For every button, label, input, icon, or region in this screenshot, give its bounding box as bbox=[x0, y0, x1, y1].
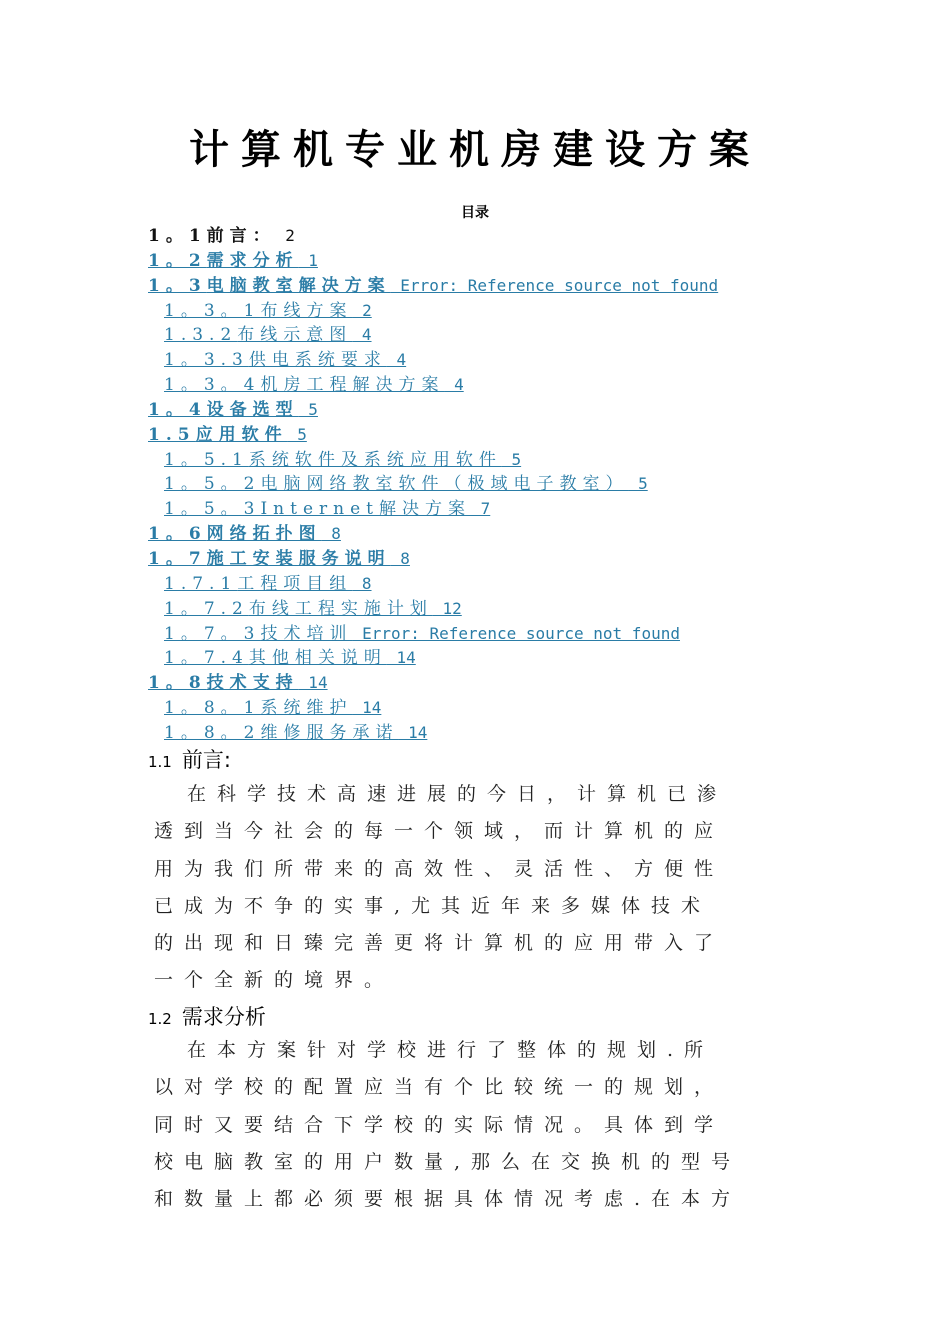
table-of-contents bbox=[148, 224, 828, 746]
toc-entry[interactable] bbox=[148, 522, 828, 547]
toc-entry[interactable] bbox=[148, 671, 828, 696]
toc-page-number: 14 bbox=[298, 673, 328, 693]
toc-entry[interactable] bbox=[148, 622, 828, 647]
toc-entry[interactable] bbox=[148, 597, 828, 622]
toc-entry[interactable] bbox=[148, 472, 828, 497]
toc-page-number: Error: Reference source not found bbox=[352, 623, 680, 643]
paragraph-line: 在科学技术高速进展的今日，计算机已渗 bbox=[187, 783, 728, 805]
toc-label: 网络拓扑图 bbox=[206, 524, 322, 545]
toc-number: 1。7 bbox=[148, 548, 207, 569]
toc-number: 1.3.2 bbox=[164, 325, 238, 346]
toc-entry[interactable] bbox=[148, 448, 828, 473]
toc-page-number: 8 bbox=[390, 548, 410, 568]
toc-number: 1。5.1 bbox=[164, 449, 249, 470]
toc-label: 需求分析 bbox=[206, 250, 299, 271]
toc-label: 系统软件及系统应用软件 bbox=[248, 449, 502, 470]
section-title: 需求分析 bbox=[181, 1005, 266, 1029]
toc-page-number: 8 bbox=[321, 524, 341, 544]
toc-number: 1。1 bbox=[148, 226, 207, 246]
toc-entry[interactable] bbox=[148, 299, 828, 324]
toc-label: 前言： bbox=[206, 226, 276, 246]
toc-entry[interactable] bbox=[148, 547, 828, 572]
toc-link[interactable] bbox=[164, 325, 372, 345]
paragraph-line: 的出现和日臻完善更将计算机的应用带入了 bbox=[154, 932, 725, 955]
toc-page-number: 5 bbox=[628, 474, 648, 494]
toc-label: 工程项目组 bbox=[237, 573, 353, 594]
toc-number: 1。7。3 bbox=[164, 623, 261, 644]
toc-label: 布线工程实施计划 bbox=[248, 598, 433, 619]
toc-link[interactable] bbox=[148, 425, 307, 445]
toc-label: 电脑网络教室软件（极域电子教室） bbox=[260, 474, 629, 495]
toc-number: 1.7.1 bbox=[164, 573, 238, 594]
toc-number: 1。6 bbox=[148, 524, 207, 545]
toc-number: 1。4 bbox=[148, 399, 207, 420]
toc-entry[interactable] bbox=[148, 497, 828, 522]
toc-label: 供电系统要求 bbox=[248, 350, 387, 371]
toc-page-number: 4 bbox=[352, 325, 372, 345]
toc-number: 1.5 bbox=[148, 424, 196, 445]
toc-link[interactable] bbox=[148, 524, 341, 544]
toc-number: 1。8。1 bbox=[164, 698, 261, 719]
paragraph-line: 已成为不争的实事,尤其近年来多媒体技术 bbox=[154, 894, 712, 917]
toc-page-number: 1 bbox=[298, 250, 318, 270]
toc-page-number: Error: Reference source not found bbox=[390, 275, 719, 295]
document-title: 计算机专业机房建设方案 bbox=[189, 127, 761, 173]
toc-link[interactable] bbox=[164, 624, 680, 644]
toc-label: 其他相关说明 bbox=[248, 648, 387, 669]
toc-page-number: 5 bbox=[501, 449, 522, 469]
toc-link[interactable] bbox=[164, 375, 464, 395]
toc-link[interactable] bbox=[164, 648, 416, 668]
paragraph-line: 和数量上都必须要根据具体情况考虑.在本方 bbox=[154, 1188, 742, 1211]
toc-label: Internet解决方案 bbox=[260, 499, 471, 520]
toc-link[interactable] bbox=[148, 549, 410, 569]
toc-entry[interactable] bbox=[148, 323, 828, 348]
toc-label: 系统维护 bbox=[260, 698, 353, 719]
toc-link[interactable] bbox=[164, 499, 490, 519]
toc-link[interactable] bbox=[164, 350, 406, 370]
toc-link bbox=[148, 226, 295, 246]
toc-page-number: 4 bbox=[444, 375, 464, 395]
toc-page-number: 5 bbox=[287, 424, 307, 444]
toc-page-number: 2 bbox=[352, 300, 372, 320]
toc-number: 1。7.2 bbox=[164, 598, 249, 619]
toc-number: 1。2 bbox=[148, 250, 207, 271]
toc-entry[interactable] bbox=[148, 373, 828, 398]
paragraph-line: 透到当今社会的每一个领域，而计算机的应 bbox=[154, 820, 725, 843]
toc-number: 1。8 bbox=[148, 673, 207, 694]
toc-number: 1。3。4 bbox=[164, 375, 261, 396]
paragraph-line: 一个全新的境界。 bbox=[154, 969, 395, 992]
section-number: 1.2 bbox=[148, 1010, 172, 1028]
toc-page-number: 5 bbox=[298, 399, 318, 419]
toc-number: 1。8。2 bbox=[164, 722, 261, 743]
toc-entry[interactable] bbox=[148, 249, 828, 274]
toc-entry bbox=[148, 224, 828, 249]
toc-link[interactable] bbox=[148, 276, 718, 296]
toc-label: 技术支持 bbox=[206, 673, 299, 694]
toc-entry[interactable] bbox=[148, 646, 828, 671]
toc-number: 1。3 bbox=[148, 275, 207, 296]
paragraph-line: 在本方案针对学校进行了整体的规划.所 bbox=[187, 1039, 715, 1061]
toc-entry[interactable] bbox=[148, 423, 828, 448]
toc-link[interactable] bbox=[164, 301, 372, 321]
toc-entry[interactable] bbox=[148, 696, 828, 721]
toc-label: 机房工程解决方案 bbox=[260, 375, 445, 396]
toc-page-number: 14 bbox=[352, 698, 382, 718]
toc-page-number: 4 bbox=[386, 350, 407, 370]
toc-label: 技术培训 bbox=[260, 623, 353, 644]
toc-entry[interactable] bbox=[148, 721, 828, 746]
section-title: 前言: bbox=[181, 748, 231, 772]
toc-link[interactable] bbox=[148, 400, 318, 420]
toc-page-number: 7 bbox=[470, 499, 491, 519]
toc-page-number: 8 bbox=[352, 573, 372, 593]
paragraph-line: 以对学校的配置应当有个比较统一的规划， bbox=[154, 1076, 725, 1099]
toc-label: 施工安装服务说明 bbox=[206, 548, 391, 569]
preface-paragraph bbox=[154, 776, 794, 1000]
toc-link[interactable] bbox=[148, 251, 318, 271]
toc-page-number: 14 bbox=[386, 648, 416, 668]
toc-number: 1。5。2 bbox=[164, 474, 261, 495]
section-heading-requirements bbox=[148, 1001, 266, 1031]
toc-page-number: 12 bbox=[432, 598, 462, 618]
paragraph-line: 同时又要结合下学校的实际情况。具体到学 bbox=[154, 1113, 725, 1136]
toc-label: 布线方案 bbox=[260, 300, 353, 321]
toc-label: 设备选型 bbox=[206, 399, 299, 420]
toc-link[interactable] bbox=[164, 574, 372, 594]
toc-link[interactable] bbox=[148, 673, 328, 693]
section-heading-preface bbox=[148, 744, 231, 774]
toc-entry[interactable] bbox=[148, 398, 828, 423]
toc-label: 应用软件 bbox=[195, 424, 288, 445]
requirements-paragraph bbox=[154, 1032, 794, 1218]
toc-number: 1。3。1 bbox=[164, 300, 261, 321]
paragraph-line: 用为我们所带来的高效性、灵活性、方便性 bbox=[154, 857, 725, 880]
toc-entry[interactable] bbox=[148, 274, 828, 299]
toc-entry[interactable] bbox=[148, 348, 828, 373]
paragraph-line: 校电脑教室的用户数量,那么在交换机的型号 bbox=[154, 1150, 742, 1173]
toc-link[interactable] bbox=[164, 599, 462, 619]
toc-number: 1。5。3 bbox=[164, 499, 261, 520]
toc-number: 1。7.4 bbox=[164, 648, 249, 669]
toc-label: 维修服务承诺 bbox=[260, 722, 399, 743]
toc-entry[interactable] bbox=[148, 572, 828, 597]
toc-link[interactable] bbox=[164, 474, 648, 494]
toc-page-number: 14 bbox=[398, 722, 428, 742]
toc-heading: 目录 bbox=[461, 205, 489, 221]
toc-label: 电脑教室解决方案 bbox=[206, 275, 391, 296]
toc-link[interactable] bbox=[164, 698, 381, 718]
section-number: 1.1 bbox=[148, 753, 172, 771]
toc-link[interactable] bbox=[164, 450, 521, 470]
toc-page-number: 2 bbox=[275, 226, 295, 245]
toc-number: 1。3.3 bbox=[164, 350, 249, 371]
toc-link[interactable] bbox=[164, 723, 427, 743]
toc-label: 布线示意图 bbox=[237, 325, 353, 346]
